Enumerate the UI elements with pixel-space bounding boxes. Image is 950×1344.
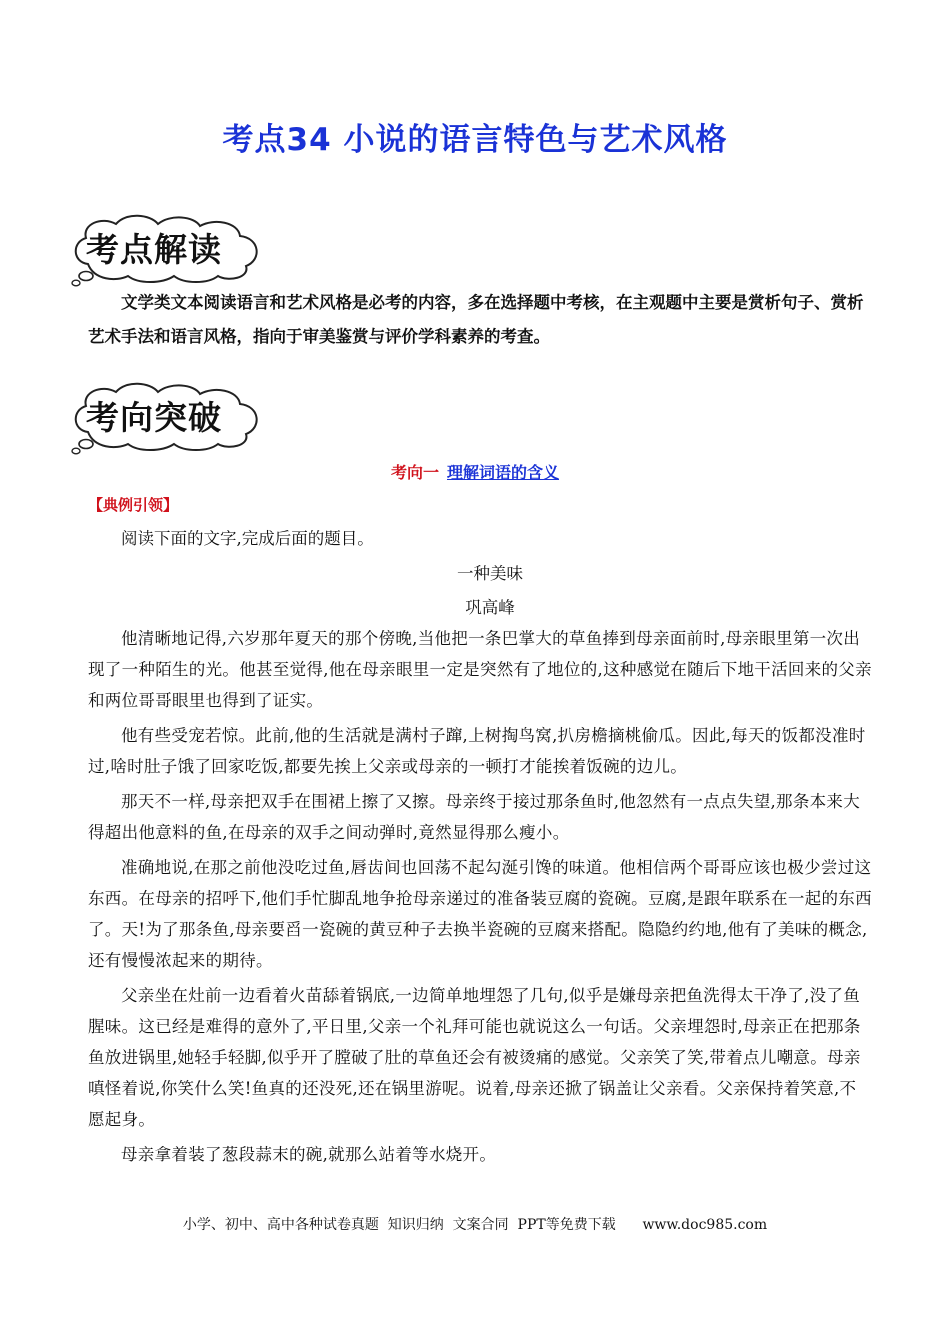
intro-paragraph (88, 286, 868, 354)
story-body (88, 623, 872, 1174)
subsection-prefix: 考向一 (390, 463, 439, 482)
story-paragraph: 他有些受宠若惊。此前,他的生活就是满村子蹿,上树掏鸟窝,扒房檐摘桃偷瓜。因此,每天的饭都没准时过,啥时肚子饿了回家吃饭,都要先挨上父亲或母亲的一顿打才能挨着饭碗的边儿。 (88, 726, 866, 776)
example-tag: 【典例引领】 (88, 496, 179, 514)
subsection-heading (0, 460, 950, 483)
section-banner-interpretation (68, 212, 268, 287)
section-label: 考向突破 (86, 398, 222, 437)
page-title: 考点34 小说的语言特色与艺术风格 (222, 122, 728, 158)
story-paragraph: 他清晰地记得,六岁那年夏天的那个傍晚,当他把一条巴掌大的草鱼捧到母亲面前时,母亲眼里第一次出现了一种陌生的光。他甚至觉得,他在母亲眼里一定是突然有了地位的,这种感觉在随后下地干活回来的父亲和两位哥哥眼里也得到了证实。 (88, 629, 872, 710)
story-paragraph: 准确地说,在那之前他没吃过鱼,唇齿间也回荡不起勾涎引馋的味道。他相信两个哥哥应该也极少尝过这东西。在母亲的招呼下,他们手忙脚乱地争抢母亲递过的准备装豆腐的瓷碗。豆腐,是跟年联系在一起的东西了。天!为了那条鱼,母亲要舀一瓷碗的黄豆种子去换半瓷碗的豆腐来搭配。隐隐约约地,他有了美味的概念,还有慢慢浓起来的期待。 (88, 858, 872, 970)
reading-instruction: 阅读下面的文字,完成后面的题目。 (121, 529, 374, 548)
section-banner-breakthrough (68, 380, 268, 455)
page-footer: 小学、初中、高中各种试卷真题 知识归纳 文案合同 PPT等免费下载 www.doc985.com (182, 1217, 768, 1233)
story-title: 一种美味 (457, 564, 523, 583)
intro-text: 文学类文本阅读语言和艺术风格是必考的内容，多在选择题中考核，在主观题中主要是赏析句子、赏析艺术手法和语言风格，指向于审美鉴赏与评价学科素养的考查。 (88, 293, 864, 346)
story-paragraph: 母亲拿着装了葱段蒜末的碗,就那么站着等水烧开。 (121, 1145, 497, 1164)
section-label: 考点解读 (86, 230, 222, 269)
story-paragraph: 父亲坐在灶前一边看着火苗舔着锅底,一边简单地埋怨了几句,似乎是嫌母亲把鱼洗得太干净了,没了鱼腥味。这已经是难得的意外了,平日里,父亲一个礼拜可能也就说这么一句话。父亲埋怨时,母亲正在把那条鱼放进锅里,她轻手轻脚,似乎开了膛破了肚的草鱼还会有被烫痛的感觉。父亲笑了笑,带着点儿嘲意。母亲嗔怪着说,你笑什么笑!鱼真的还没死,还在锅里游呢。说着,母亲还掀了锅盖让父亲看。父亲保持着笑意,不愿起身。 (88, 986, 861, 1129)
story-paragraph: 那天不一样,母亲把双手在围裙上擦了又擦。母亲终于接过那条鱼时,他忽然有一点点失望,那条本来大得超出他意料的鱼,在母亲的双手之间动弹时,竟然显得那么瘦小。 (88, 792, 861, 842)
story-author: 巩高峰 (465, 598, 515, 617)
subsection-title: 理解词语的含义 (447, 463, 560, 482)
